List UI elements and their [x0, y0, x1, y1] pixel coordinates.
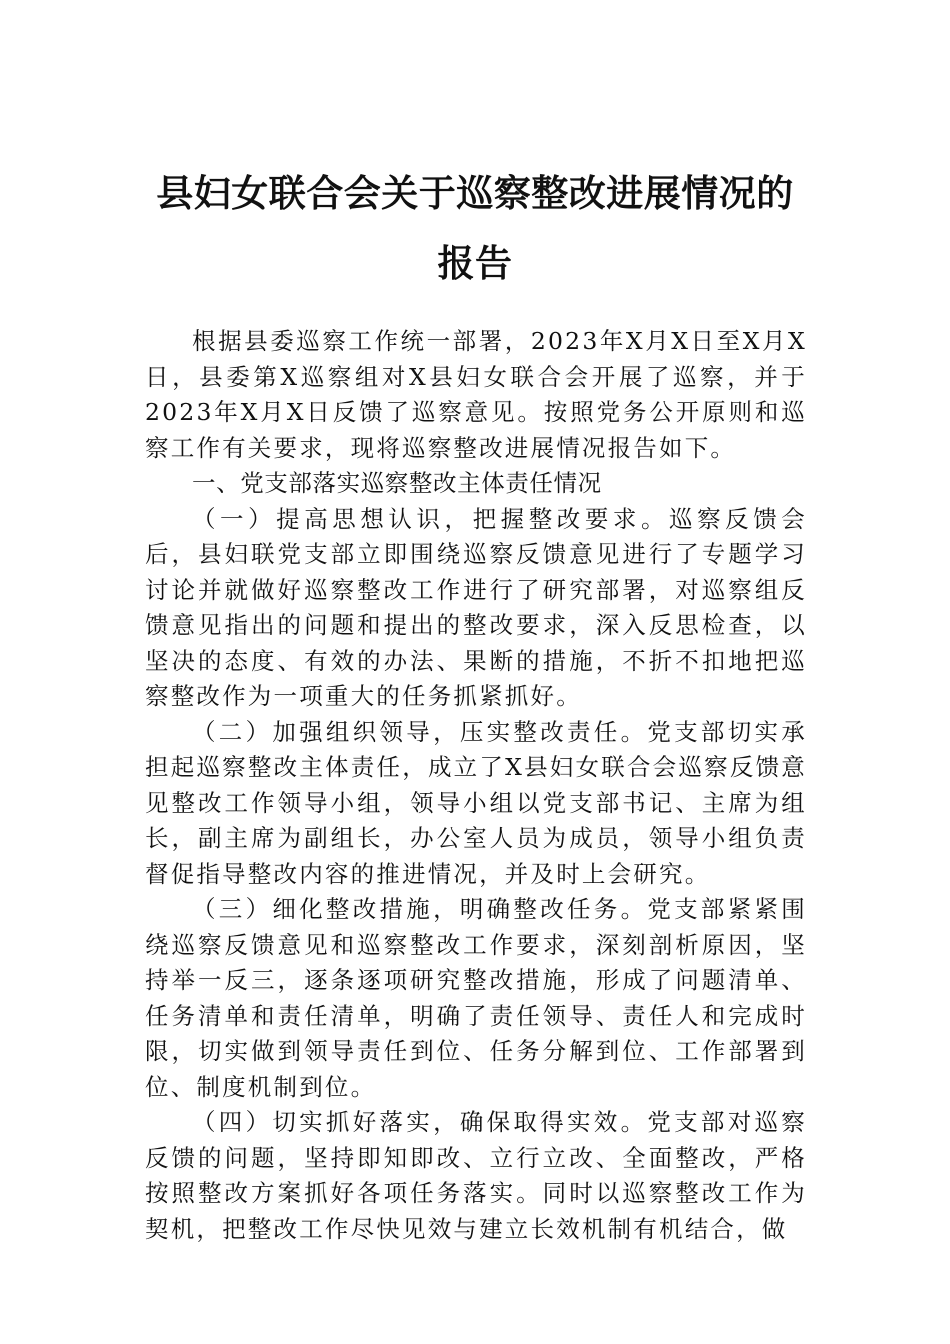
- paragraph-2: （二）加强组织领导，压实整改责任。党支部切实承担起巡察整改主体责任，成立了X县妇女联合会巡察反馈意见整改工作领导小组，领导小组以党支部书记、主席为组长，副主席为副组长，办公室人员为成员，领导小组负责督促指导整改内容的推进情况，并及时上会研究。: [145, 717, 807, 888]
- document-title: 县妇女联合会关于巡察整改进展情况的报告: [156, 171, 794, 285]
- paragraph-1: （一）提高思想认识，把握整改要求。巡察反馈会后，县妇联党支部立即围绕巡察反馈意见进行了专题学习讨论并就做好巡察整改工作进行了研究部署，对巡察组反馈意见指出的问题和提出的整改要求，深入反思检查，以坚决的态度、有效的办法、果断的措施，不折不扣地把巡察整改作为一项重大的任务抓紧抓好。: [145, 504, 807, 710]
- paragraph-4: （四）切实抓好落实，确保取得实效。党支部对巡察反馈的问题，坚持即知即改、立行立改、全面整改，严格按照整改方案抓好各项任务落实。同时以巡察整改工作为契机，把整改工作尽快见效与建立长效机制有机结合，做: [145, 1108, 807, 1243]
- section-heading: 一、党支部落实巡察整改主体责任情况: [192, 469, 602, 497]
- intro-paragraph: 根据县委巡察工作统一部署，2023年X月X日至X月X日，县委第X巡察组对X县妇女联合会开展了巡察，并于2023年X月X日反馈了巡察意见。按照党务公开原则和巡察工作有关要求，现将巡察整改进展情况报告如下。: [145, 327, 807, 462]
- document-body: [145, 324, 807, 1247]
- paragraph-3: （三）细化整改措施，明确整改任务。党支部紧紧围绕巡察反馈意见和巡察整改工作要求，深刻剖析原因，坚持举一反三，逐条逐项研究整改措施，形成了问题清单、任务清单和责任清单，明确了责任领导、责任人和完成时限，切实做到领导责任到位、任务分解到位、工作部署到位、制度机制到位。: [145, 895, 807, 1101]
